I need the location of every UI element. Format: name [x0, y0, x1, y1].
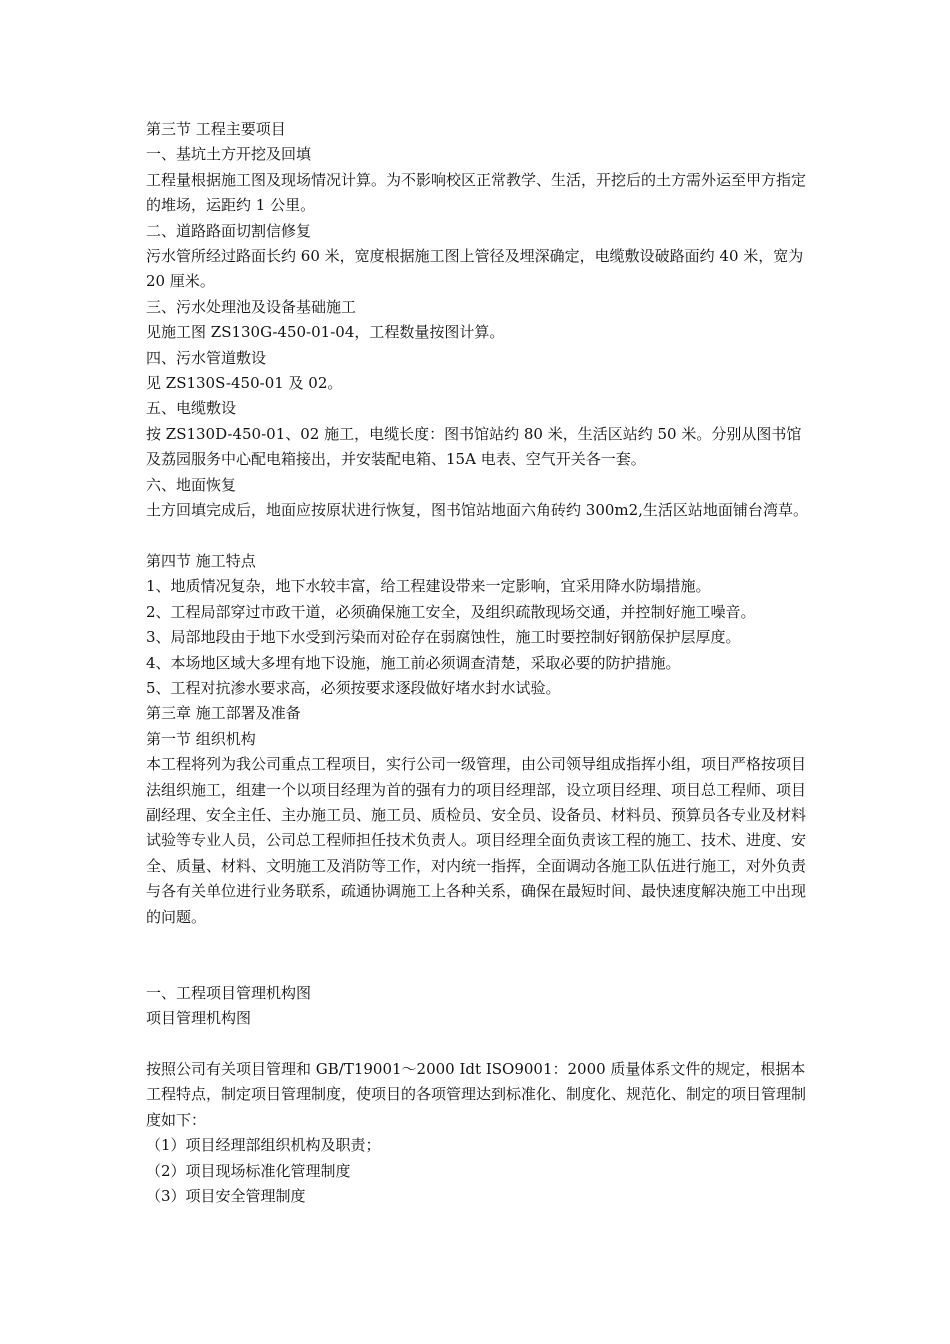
paragraph: （1）项目经理部组织机构及职责；: [146, 1136, 381, 1155]
paragraph: 5、工程对抗渗水要求高，必须按要求逐段做好堵水封水试验。: [146, 678, 561, 697]
section-heading: 项目管理机构图: [146, 1009, 252, 1028]
section-heading: 第三节 工程主要项目: [146, 120, 286, 138]
paragraph: （3）项目安全管理制度: [146, 1187, 306, 1206]
paragraph: 土方回填完成后，地面应按原状进行恢复，图书馆站地面六角砖约 300m2,生活区站地面铺台湾草。: [146, 501, 808, 520]
blank-line: [146, 524, 810, 549]
paragraph: 污水管所经过路面长约 60 米，宽度根据施工图上管径及埋深确定，电缆敷设破路面约 40 米，宽为 20 厘米。: [146, 247, 804, 291]
blank-line: [146, 1032, 810, 1057]
paragraph: 本工程将列为我公司重点工程项目，实行公司一级管理，由公司领导组成指挥小组，项目严格按项目法组织施工，组建一个以项目经理为首的强有力的项目经理部，设立项目经理、项目总工程师、项目副经理、安全主任、主办施工员、施工员、质检员、安全员、设备员、材料员、预算员各专业及材料试验等专业人员，公司总工程师担任技术负责人。项目经理全面负责该工程的施工、技术、进度、安全、质量、材料、文明施工及消防等工作，对内统一指挥，全面调动各施工队伍进行施工，对外负责与各有关单位进行业务联系，疏通协调施工上各种关系，确保在最短时间、最快速度解决施工中出现的问题。: [146, 755, 807, 926]
section-heading: 第三章 施工部署及准备: [146, 704, 301, 723]
section-heading: 一、基坑土方开挖及回填: [146, 145, 312, 164]
paragraph: 见 ZS130S-450-01 及 02。: [146, 374, 343, 393]
paragraph: 3、局部地段由于地下水受到污染而对砼存在弱腐蚀性，施工时要控制好钢筋保护层厚度。: [146, 628, 741, 647]
section-heading: 三、污水处理池及设备基础施工: [146, 297, 357, 316]
section-heading: 第四节 施工特点: [146, 551, 256, 570]
section-heading: 第一节 组织机构: [146, 729, 256, 748]
section-heading: 二、道路路面切割信修复: [146, 221, 312, 240]
paragraph: 1、地质情况复杂，地下水较丰富，给工程建设带来一定影响，宜采用降水防塌措施。: [146, 577, 711, 596]
blank-line: [146, 930, 810, 981]
paragraph: 工程量根据施工图及现场情况计算。为不影响校区正常教学、生活，开挖后的土方需外运至甲方指定的堆场，运距约 1 公里。: [146, 170, 807, 215]
paragraph: 按 ZS130D-450-01、02 施工，电缆长度：图书馆站约 80 米，生活区站约 50 米。分别从图书馆及荔园服务中心配电箱接出，并安装配电箱、15A 电表、空气开关各一套。: [146, 424, 802, 469]
section-heading: 五、电缆敷设: [146, 399, 237, 418]
paragraph: （2）项目现场标准化管理制度: [146, 1161, 351, 1180]
paragraph: 按照公司有关项目管理和 GB/T19001～2000 Idt ISO9001：2000 质量体系文件的规定，根据本工程特点，制定项目管理制度，使项目的各项管理达到标准化、制度化、规范化、制定的项目管理制度如下：: [146, 1059, 807, 1129]
paragraph: 4、本场地区域大多埋有地下设施，施工前必须调查清楚，采取必要的防护措施。: [146, 653, 681, 672]
section-heading: 四、污水管道敷设: [146, 348, 267, 367]
section-heading: 一、工程项目管理机构图: [146, 983, 312, 1002]
document-body: [146, 117, 810, 1209]
paragraph: 2、工程局部穿过市政干道，必须确保施工安全，及组织疏散现场交通，并控制好施工噪音。: [146, 602, 756, 621]
section-heading: 六、地面恢复: [146, 475, 237, 494]
paragraph: 见施工图 ZS130G-450-01-04，工程数量按图计算。: [146, 323, 505, 342]
